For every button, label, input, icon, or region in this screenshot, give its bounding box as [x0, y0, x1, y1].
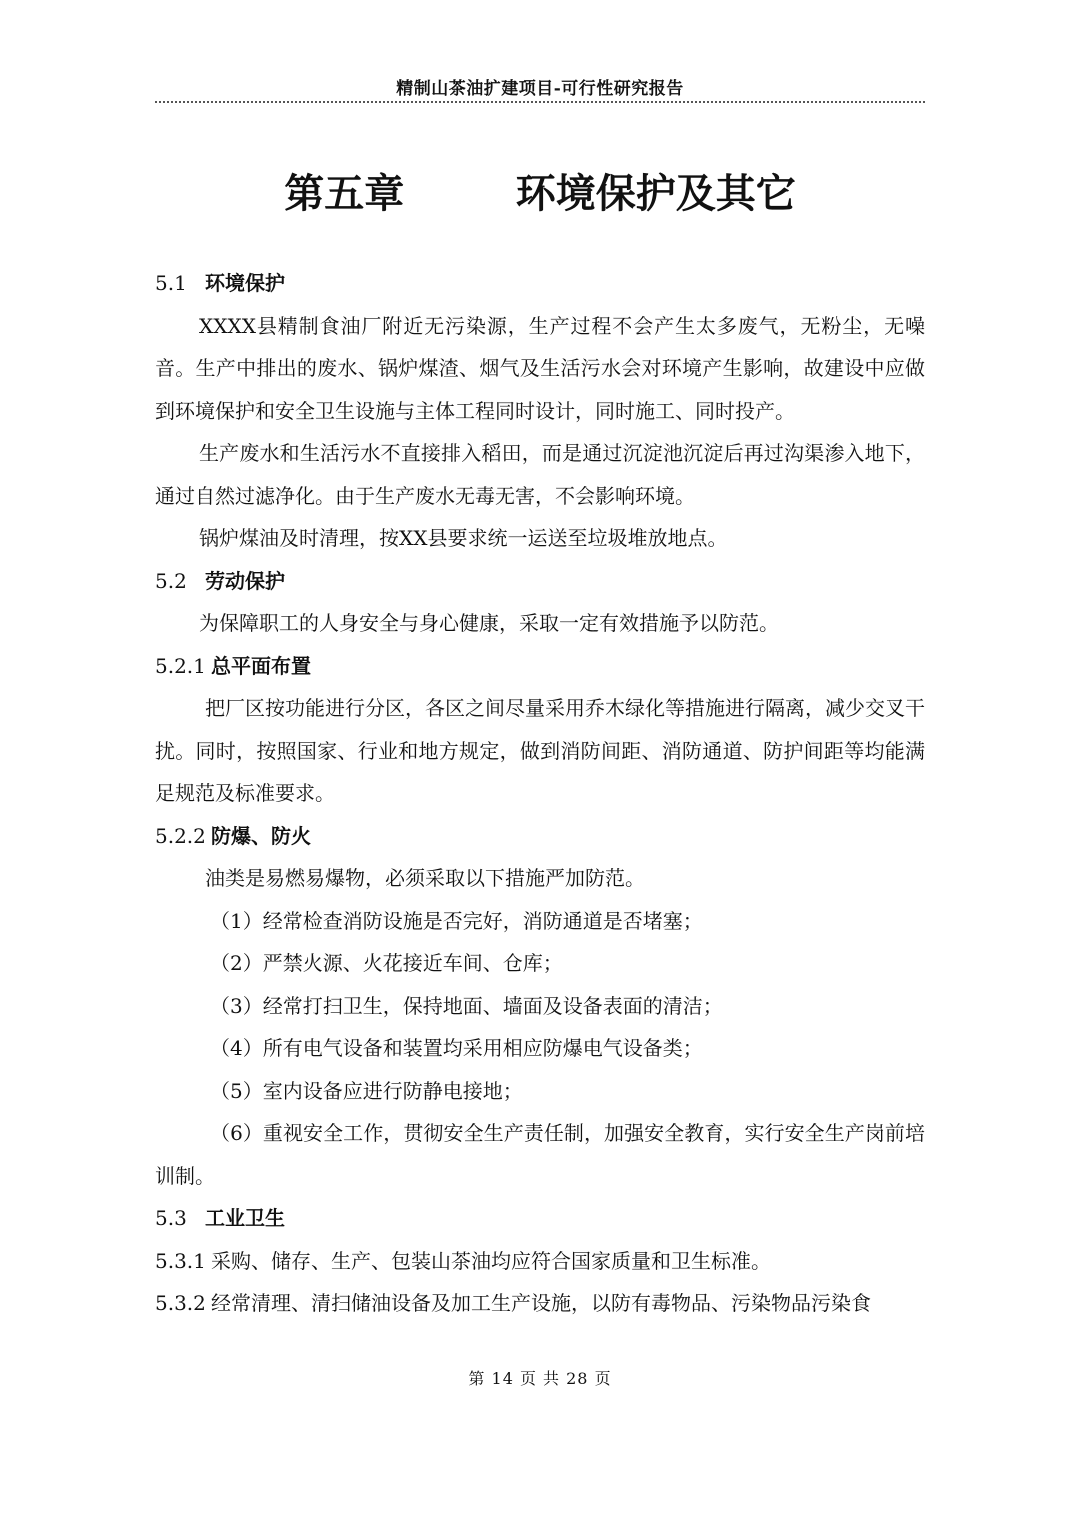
- list-item: （3）经常打扫卫生，保持地面、墙面及设备表面的清洁；: [210, 993, 723, 1018]
- subsection-text: 经常清理、清扫储油设备及加工生产设施，以防有毒物品、污染物品污染食: [211, 1291, 871, 1315]
- section-heading-5-2-1: [155, 645, 925, 688]
- list-item: （4）所有电气设备和装置均采用相应防爆电气设备类；: [210, 1036, 703, 1060]
- running-header: 精制山茶油扩建项目-可行性研究报告: [396, 79, 684, 99]
- section-number: 5.2.2: [155, 823, 206, 848]
- section-title: 工业卫生: [205, 1206, 285, 1230]
- section-heading-5-3: [155, 1197, 925, 1240]
- subsection-item-5-3-2: [155, 1282, 925, 1325]
- section-title: 劳动保护: [205, 568, 285, 593]
- subsection-number: 5.3.1: [155, 1248, 206, 1273]
- section-title: 环境保护: [205, 271, 285, 295]
- document-body: [155, 262, 925, 1325]
- paragraph: 锅炉煤油及时清理，按XX县要求统一运送至垃圾堆放地点。: [199, 526, 728, 550]
- section-number: 5.1: [155, 271, 187, 295]
- list-item: （1）经常检查消防设施是否完好，消防通道是否堵塞；: [210, 908, 703, 933]
- subsection-item-5-3-1: [155, 1240, 925, 1283]
- section-number: 5.2.1: [155, 653, 206, 678]
- section-heading-5-2-2: [155, 815, 925, 858]
- paragraph: 油类是易燃易爆物，必须采取以下措施严加防范。: [205, 866, 645, 890]
- chapter-title: 第五章 环境保护及其它: [284, 170, 796, 217]
- paragraph: 为保障职工的人身安全与身心健康，采取一定有效措施予以防范。: [199, 611, 779, 635]
- list-item: （5）室内设备应进行防静电接地；: [210, 1078, 523, 1103]
- subsection-number: 5.3.2: [155, 1291, 206, 1315]
- section-title: 总平面布置: [211, 653, 311, 678]
- header-divider: [155, 101, 925, 103]
- section-number: 5.3: [155, 1206, 187, 1230]
- paragraph: 生产废水和生活污水不直接排入稻田，而是通过沉淀池沉淀后再过沟渠渗入地下，通过自然过滤净化。由于生产废水无毒无害，不会影响环境。: [155, 441, 925, 508]
- section-number: 5.2: [155, 568, 187, 593]
- section-heading-5-1: [155, 262, 925, 305]
- subsection-text: 采购、储存、生产、包装山茶油均应符合国家质量和卫生标准。: [211, 1248, 771, 1273]
- list-item: （6）重视安全工作，贯彻安全生产责任制，加强安全教育，实行安全生产岗前培训制。: [155, 1121, 925, 1188]
- page-number-footer: 第 14 页 共 28 页: [468, 1369, 612, 1388]
- list-item: （2）严禁火源、火花接近车间、仓库；: [210, 951, 563, 975]
- paragraph: 把厂区按功能进行分区，各区之间尽量采用乔木绿化等措施进行隔离，减少交叉干扰。同时，按照国家、行业和地方规定，做到消防间距、消防通道、防护间距等均能满足规范及标准要求。: [155, 696, 925, 805]
- section-heading-5-2: [155, 560, 925, 603]
- section-title: 防爆、防火: [211, 823, 311, 848]
- paragraph: XXXX县精制食油厂附近无污染源，生产过程不会产生太多废气，无粉尘，无噪音。生产中排出的废水、锅炉煤渣、烟气及生活污水会对环境产生影响，故建设中应做到环境保护和安全卫生设施与主体工程同时设计，同时施工、同时投产。: [155, 313, 925, 423]
